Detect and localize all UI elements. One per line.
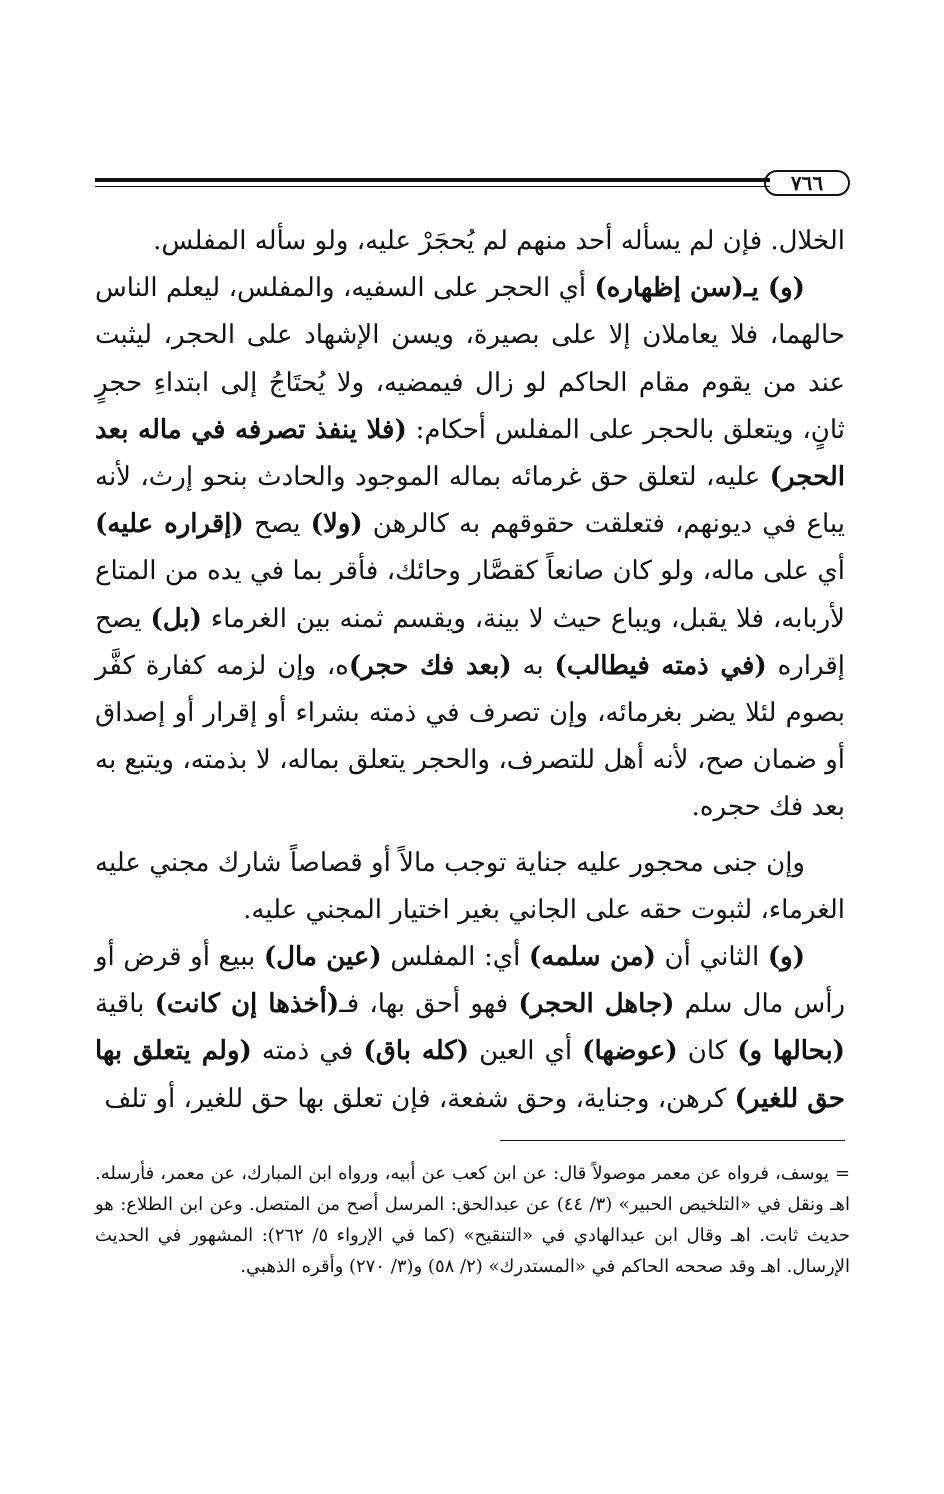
text-run: يصح	[243, 509, 311, 540]
bold-phrase: (من سلمه)	[528, 942, 656, 973]
bold-phrase: (كله باق)	[363, 1036, 470, 1067]
text-run: باقية	[95, 989, 155, 1020]
text-run: أي الحجر على السفيه، والمفلس، ليعلم الناس حالهما، فلا يعاملان إلا على بصيرة، ويسن الإشهاد على الحجر، ليثبت عند من يقوم مقام الحاكم لو زال فيمضيه، ولا يُحتَاجُ إلى ابتداءِ حجرٍ ثانٍ، ويتعلق بالحجر على المفلس أحكام:	[95, 273, 845, 445]
bold-phrase: (سن إظهاره)	[594, 273, 744, 304]
page-header	[95, 170, 850, 200]
bold-phrase: (بل)	[150, 603, 202, 634]
bold-phrase: (إقراره عليه)	[95, 509, 244, 540]
bold-phrase: (عين مال)	[263, 942, 382, 973]
bold-phrase: (عوضها)	[582, 1036, 678, 1067]
text-run: به	[511, 650, 555, 681]
bold-phrase: (فلا ينفذ تصرفه في ماله بعد الحجر)	[95, 414, 845, 493]
bold-phrase: (بعد فك حجر)	[348, 650, 512, 681]
text-run: يصح إقراره	[95, 603, 845, 681]
text-run: في ذمته	[251, 1036, 364, 1067]
paragraph	[95, 840, 845, 934]
header-rule-thin	[95, 186, 770, 187]
bold-phrase: (جاهل الحجر)	[518, 989, 675, 1020]
bold-phrase: (ولم يتعلق بها حق للغير)	[95, 1036, 845, 1114]
text-run: عليه، لتعلق حق غرمائه بماله الموجود والحادث بنحو إرث، لأنه يباع في ديونهم، فتعلقت حقوقهم به كالرهن	[95, 462, 845, 540]
bold-phrase: (أخذها إن كانت)	[154, 989, 340, 1020]
text-run: أي: المفلس	[381, 942, 529, 973]
text-run: فهو أحق بها، فـ	[339, 989, 519, 1020]
bold-phrase: (و)	[767, 942, 806, 973]
text-run: الثاني أن	[655, 942, 768, 973]
paragraph	[95, 934, 845, 1123]
text-run: ببيع أو قرض أو رأس مال سلم	[95, 942, 846, 1020]
text-run: أي العين	[469, 1036, 583, 1067]
main-text	[95, 218, 845, 1123]
text-run: وإن جنى محجور عليه جناية توجب مالاً أو قصاصاً شارك مجني عليه الغرماء، لثبوت حقه على الجاني بغير اختيار المجني عليه.	[95, 847, 845, 925]
bold-phrase: (و) يـ	[743, 273, 805, 304]
bold-phrase: (بحالها و)	[737, 1036, 845, 1067]
text-run: كرهن، وجناية، وحق شفعة، فإن تعلق بها حق للغير، أو تلف	[104, 1083, 735, 1114]
page-number: ٧٦٦	[764, 170, 850, 196]
footnote-separator	[500, 1140, 845, 1141]
paragraph	[95, 218, 845, 265]
paragraph	[95, 265, 845, 831]
header-rule-thick	[95, 178, 770, 182]
bold-phrase: (ولا)	[310, 509, 363, 540]
footnote-text: = يوسف، فرواه عن معمر موصولاً قال: عن ابن كعب عن أبيه، ورواه ابن المبارك، عن معمر، فأرسله. اهـ ونقل في «التلخيص الحبير» (٣/ ٤٤) عن عبدالحق: المرسل أصح من المتصل. وعن ابن الطلاع: هو حديث ثابت. اهـ وقال ابن عبدالهادي في «التنقيح» (كما في الإرواء ٥/ ٢٦٢): المشهور في الحديث الإرسال. اهـ وقد صححه الحاكم في «المستدرك» (٢/ ٥٨) و(٣/ ٢٧٠) وأقره الذهبي.	[95, 1163, 850, 1277]
text-run: كان	[677, 1036, 738, 1067]
bold-phrase: (في ذمته فيطالب)	[554, 650, 767, 681]
text-run: الخلال. فإن لم يسأله أحد منهم لم يُحجَرْ عليه، ولو سأله المفلس.	[153, 226, 845, 256]
text-run: ه، وإن لزمه كفارة كفَّر بصوم لئلا يضر بغرمائه، وإن تصرف في ذمته بشراء أو إقرار أو إصداق أو ضمان صح، لأنه أهل للتصرف، والحجر يتعلق بماله، لا بذمته، ويتبع به بعد فك حجره.	[95, 650, 845, 823]
footnote	[95, 1158, 850, 1282]
text-run: أي على ماله، ولو كان صانعاً كقصَّار وحائك، فأقر بما في يده من المتاع لأربابه، فلا يقبل، ويباع حيث لا بينة، ويقسم ثمنه بين الغرماء	[95, 556, 845, 634]
